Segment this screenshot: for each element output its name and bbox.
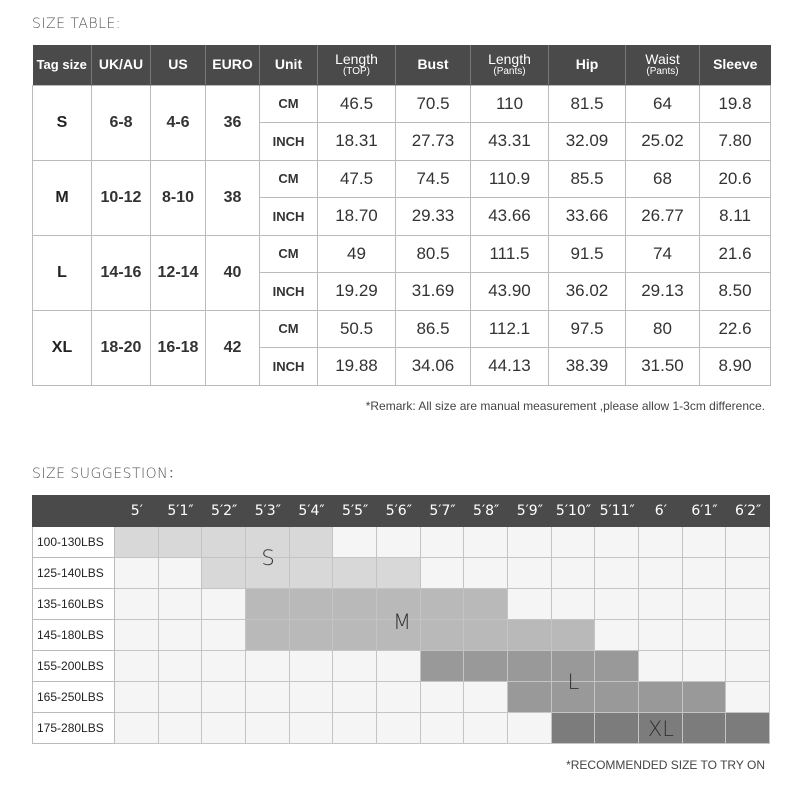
grid-cell [508, 713, 552, 744]
grid-cell [115, 682, 159, 713]
grid-cell [333, 682, 377, 713]
table-row [33, 85, 771, 123]
measure-cell: 29.33 [396, 198, 471, 236]
measure-cell: 18.70 [318, 198, 396, 236]
measure-cell: 19.88 [318, 348, 396, 386]
measure-cell: 44.13 [471, 348, 549, 386]
header-cell [626, 45, 700, 85]
grid-cell [726, 558, 770, 589]
grid-cell-l [508, 651, 552, 682]
height-header-row [32, 495, 770, 527]
unit-cell: INCH [260, 198, 318, 236]
measure-cell: 38.39 [549, 348, 626, 386]
grid-cell [377, 713, 421, 744]
grid-cell-s [290, 527, 334, 558]
grid-cell-xl [726, 713, 770, 744]
grid-cell [508, 589, 552, 620]
grid-cell-s [159, 527, 203, 558]
measure-cell: 19.29 [318, 273, 396, 311]
grid-cell-m [290, 589, 334, 620]
zone-label-xl: XL [647, 716, 674, 741]
us-cell: 4-6 [151, 85, 206, 160]
grid-cell-l [421, 651, 465, 682]
measure-cell: 36.02 [549, 273, 626, 311]
grid-cell [333, 651, 377, 682]
measure-cell: 49 [318, 235, 396, 273]
height-header-cell: 5′7″ [429, 503, 456, 519]
grid-cell [115, 713, 159, 744]
grid-cell [639, 651, 683, 682]
weight-label: 145-180LBS [32, 620, 115, 651]
grid-cell [595, 589, 639, 620]
measure-cell: 43.90 [471, 273, 549, 311]
uk-au-cell: 18-20 [92, 310, 151, 385]
height-header-cell: 5′11″ [599, 503, 635, 519]
measure-cell: 50.5 [318, 310, 396, 348]
grid-cell [246, 713, 290, 744]
us-cell: 16-18 [151, 310, 206, 385]
grid-cell-s [333, 558, 377, 589]
header-cell: Hip [549, 45, 626, 85]
grid-cell [377, 651, 421, 682]
measure-cell: 74.5 [396, 160, 471, 198]
unit-cell: INCH [260, 123, 318, 161]
zone-label-s: S [261, 546, 275, 570]
grid-cell [595, 558, 639, 589]
euro-cell: 42 [206, 310, 260, 385]
grid-cell [202, 713, 246, 744]
weight-label: 100-130LBS [32, 527, 115, 558]
tag-size-cell: S [33, 85, 92, 160]
grid-cell [115, 620, 159, 651]
measure-cell: 81.5 [549, 85, 626, 123]
size-table-body [33, 85, 771, 385]
measure-cell: 33.66 [549, 198, 626, 236]
grid-cell [290, 682, 334, 713]
unit-cell: CM [260, 85, 318, 123]
measure-cell: 32.09 [549, 123, 626, 161]
grid-cell [639, 558, 683, 589]
measure-cell: 80.5 [396, 235, 471, 273]
header-cell: US [151, 45, 206, 85]
grid-cell-m [464, 589, 508, 620]
grid-cell [464, 527, 508, 558]
height-header-cell: 5′5″ [342, 503, 369, 519]
size-suggestion-grid [32, 495, 770, 743]
height-header-cell: 5′9″ [516, 503, 543, 519]
header-sub: (Pants) [493, 65, 526, 77]
grid-cell [115, 651, 159, 682]
uk-au-cell: 10-12 [92, 160, 151, 235]
grid-cell-l [683, 682, 727, 713]
grid-cell [683, 527, 727, 558]
grid-cell-l [639, 682, 683, 713]
header-cell: EURO [206, 45, 260, 85]
unit-cell: CM [260, 235, 318, 273]
measure-cell: 74 [626, 235, 700, 273]
measure-cell: 26.77 [626, 198, 700, 236]
grid-cell-m [421, 589, 465, 620]
grid-cell-xl [552, 713, 596, 744]
measure-cell: 29.13 [626, 273, 700, 311]
grid-cell-m [333, 620, 377, 651]
measure-cell: 97.5 [549, 310, 626, 348]
grid-cell [639, 620, 683, 651]
grid-cell [290, 651, 334, 682]
size-suggestion-title: SIZE SUGGESTION： [32, 466, 183, 482]
grid-cell-l [595, 682, 639, 713]
grid-cell-l [508, 682, 552, 713]
recommend-note: *RECOMMENDED SIZE TO TRY ON [566, 758, 765, 772]
header-cell: Tag size [33, 45, 92, 85]
measure-cell: 47.5 [318, 160, 396, 198]
measure-cell: 19.8 [700, 85, 771, 123]
unit-cell: CM [260, 310, 318, 348]
grid-cell [683, 651, 727, 682]
grid-cell [377, 682, 421, 713]
grid-cell [464, 558, 508, 589]
unit-cell: INCH [260, 273, 318, 311]
measure-cell: 25.02 [626, 123, 700, 161]
grid-cell [464, 713, 508, 744]
grid-cell-xl [595, 713, 639, 744]
zone-label-l: L [567, 670, 580, 694]
grid-cell [683, 589, 727, 620]
measure-cell: 20.6 [700, 160, 771, 198]
grid-cell [115, 589, 159, 620]
grid-cell [202, 651, 246, 682]
measure-cell: 31.50 [626, 348, 700, 386]
header-cell: Sleeve [700, 45, 771, 85]
height-header-cell: 5′8″ [473, 503, 500, 519]
grid-cell [552, 589, 596, 620]
grid-cell-m [464, 620, 508, 651]
grid-cell [552, 527, 596, 558]
grid-cell [115, 558, 159, 589]
grid-cell [202, 620, 246, 651]
header-cell: UK/AU [92, 45, 151, 85]
grid-cell [246, 682, 290, 713]
measure-cell: 18.31 [318, 123, 396, 161]
header-main: Length [335, 51, 378, 68]
grid-cell [683, 620, 727, 651]
grid-cell [726, 527, 770, 558]
measure-cell: 91.5 [549, 235, 626, 273]
grid-cell-l [595, 651, 639, 682]
euro-cell: 38 [206, 160, 260, 235]
weight-label: 155-200LBS [32, 651, 115, 682]
measure-cell: 43.66 [471, 198, 549, 236]
measure-cell: 70.5 [396, 85, 471, 123]
grid-cell [639, 589, 683, 620]
height-header-cell: 5′4″ [298, 503, 325, 519]
header-sub: (Pants) [646, 65, 679, 77]
measure-cell: 110.9 [471, 160, 549, 198]
height-header-cell: 5′6″ [385, 503, 412, 519]
grid-cell-l [464, 651, 508, 682]
measure-cell: 43.31 [471, 123, 549, 161]
grid-cell [639, 527, 683, 558]
measure-cell: 8.11 [700, 198, 771, 236]
grid-cell [333, 527, 377, 558]
grid-cell [508, 527, 552, 558]
grid-cell [683, 558, 727, 589]
header-cell [318, 45, 396, 85]
grid-cell [421, 682, 465, 713]
grid-cell [464, 682, 508, 713]
header-main: Waist [645, 51, 680, 68]
measure-cell: 112.1 [471, 310, 549, 348]
height-header-cell: 5′2″ [211, 503, 238, 519]
grid-cell-m [246, 620, 290, 651]
measure-cell: 85.5 [549, 160, 626, 198]
table-row [33, 310, 771, 348]
table-row [33, 160, 771, 198]
grid-cell [421, 713, 465, 744]
header-cell: Unit [260, 45, 318, 85]
grid-cell [246, 651, 290, 682]
grid-cell [508, 558, 552, 589]
measure-cell: 8.90 [700, 348, 771, 386]
measure-cell: 22.6 [700, 310, 771, 348]
height-header-cell: 6′ [654, 503, 667, 519]
measure-cell: 46.5 [318, 85, 396, 123]
grid-cell [333, 713, 377, 744]
grid-cell [159, 620, 203, 651]
grid-cell [159, 589, 203, 620]
height-header-cell: 5′1″ [167, 503, 194, 519]
measure-cell: 86.5 [396, 310, 471, 348]
grid-cell-xl [683, 713, 727, 744]
grid-cell-s [290, 558, 334, 589]
weight-label: 125-140LBS [32, 558, 115, 589]
measure-cell: 64 [626, 85, 700, 123]
weight-label: 135-160LBS [32, 589, 115, 620]
grid-cell [726, 651, 770, 682]
grid-cell [159, 682, 203, 713]
tag-size-cell: M [33, 160, 92, 235]
grid-cell [421, 558, 465, 589]
us-cell: 12-14 [151, 235, 206, 310]
grid-cell [377, 527, 421, 558]
uk-au-cell: 14-16 [92, 235, 151, 310]
measure-cell: 110 [471, 85, 549, 123]
uk-au-cell: 6-8 [92, 85, 151, 160]
unit-cell: INCH [260, 348, 318, 386]
grid-cell-m [552, 620, 596, 651]
measure-cell: 27.73 [396, 123, 471, 161]
grid-cell [159, 651, 203, 682]
grid-cell-m [246, 589, 290, 620]
height-header-cell: 5′10″ [555, 503, 592, 519]
grid-cell-m [508, 620, 552, 651]
grid-cell [202, 589, 246, 620]
measure-cell: 80 [626, 310, 700, 348]
grid-cell [159, 558, 203, 589]
measure-cell: 68 [626, 160, 700, 198]
height-header-cell: 5′ [130, 503, 143, 519]
unit-cell: CM [260, 160, 318, 198]
grid-cell [159, 713, 203, 744]
measure-cell: 111.5 [471, 235, 549, 273]
grid-cell [290, 713, 334, 744]
tag-size-cell: XL [33, 310, 92, 385]
grid-cell [595, 527, 639, 558]
grid-cell [726, 682, 770, 713]
tag-size-cell: L [33, 235, 92, 310]
header-main: Length [488, 51, 531, 68]
size-table-title: SIZE TABLE: [32, 16, 121, 32]
grid-cell [726, 589, 770, 620]
grid-cell [595, 620, 639, 651]
header-cell [471, 45, 549, 85]
grid-cell-s [202, 527, 246, 558]
grid-cell [421, 527, 465, 558]
measure-cell: 8.50 [700, 273, 771, 311]
euro-cell: 36 [206, 85, 260, 160]
euro-cell: 40 [206, 235, 260, 310]
height-header-cell: 6′1″ [691, 503, 718, 519]
header-cell: Bust [396, 45, 471, 85]
height-header-cell: 6′2″ [735, 503, 762, 519]
measure-cell: 21.6 [700, 235, 771, 273]
table-row [33, 235, 771, 273]
us-cell: 8-10 [151, 160, 206, 235]
size-table-header [33, 45, 771, 85]
weight-label: 165-250LBS [32, 682, 115, 713]
measure-cell: 7.80 [700, 123, 771, 161]
grid-cell [726, 620, 770, 651]
size-table [32, 45, 771, 386]
grid-cell [552, 558, 596, 589]
grid-cell-s [202, 558, 246, 589]
grid-cell-s [115, 527, 159, 558]
grid-cell-s [377, 558, 421, 589]
measure-cell: 34.06 [396, 348, 471, 386]
size-remark: *Remark: All size are manual measurement ,please allow 1-3cm difference. [365, 399, 765, 413]
grid-cell-m [421, 620, 465, 651]
height-header-cell: 5′3″ [254, 503, 281, 519]
grid-cell-m [333, 589, 377, 620]
zone-label-m: M [392, 610, 412, 635]
header-sub: (TOP) [342, 65, 371, 77]
grid-cell-m [290, 620, 334, 651]
measure-cell: 31.69 [396, 273, 471, 311]
grid-cell [202, 682, 246, 713]
weight-label: 175-280LBS [32, 713, 115, 744]
